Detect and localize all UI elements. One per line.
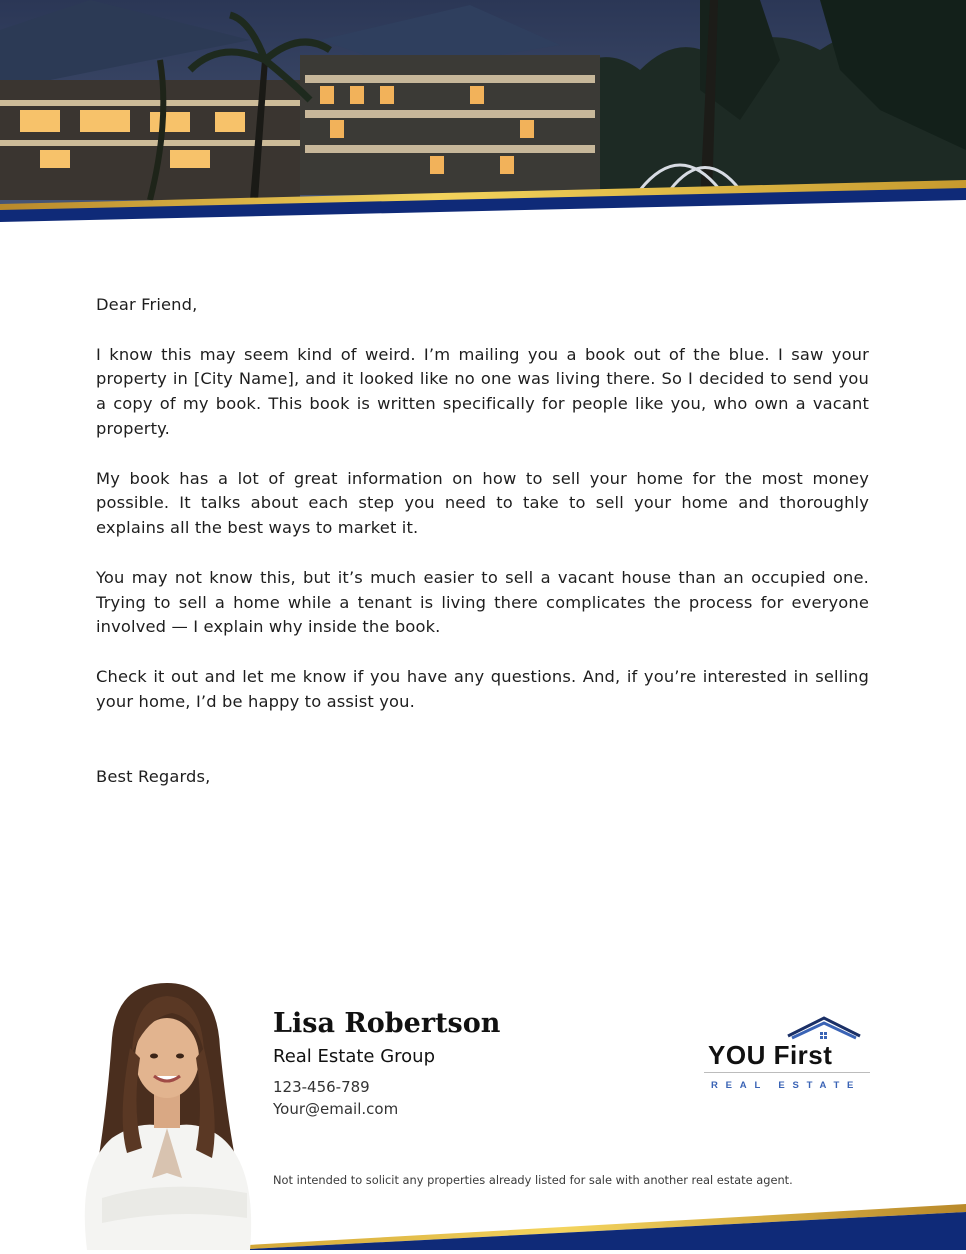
salutation: Dear Friend, (96, 295, 198, 314)
disclaimer: Not intended to solicit any properties already listed for sale with another real estate agent. (273, 1173, 793, 1187)
letter-paragraph-2: My book has a lot of great information on how to sell your home for the most money possible. It talks about each step you need to take to sell your home and thoroughly explains all the best ways to market it. (96, 468, 869, 538)
logo-title: YOU First (708, 1040, 833, 1070)
agent-email[interactable]: Your@email.com (273, 1100, 399, 1118)
agent-photo (72, 978, 262, 1250)
agent-phone[interactable]: 123-456-789 (273, 1078, 370, 1096)
letter-body (96, 293, 869, 739)
company-logo (700, 1016, 872, 1096)
letter-paragraph-4: Check it out and let me know if you have any questions. And, if you’re interested in selling your home, I’d be happy to assist you. (96, 666, 869, 711)
closing: Best Regards, (96, 767, 211, 786)
resort-night-image (0, 0, 966, 230)
logo-subtitle: REAL ESTATE (711, 1080, 862, 1091)
header-photo (0, 0, 966, 230)
letter-paragraph-3: You may not know this, but it’s much easier to sell a vacant house than an occupied one. Trying to sell a home while a tenant is living there complicates the process for everyone involved — I explain why inside the book. (96, 567, 869, 637)
logo-divider (704, 1072, 870, 1073)
letter-paragraph-1: I know this may seem kind of weird. I’m mailing you a book out of the blue. I saw your property in [City Name], and it looked like no one was living there. So I decided to send you a copy of my book. This book is written specifically for people like you, who own a vacant property. (96, 344, 869, 438)
agent-name: Lisa Robertson (273, 1008, 501, 1039)
agent-company: Real Estate Group (273, 1046, 436, 1067)
